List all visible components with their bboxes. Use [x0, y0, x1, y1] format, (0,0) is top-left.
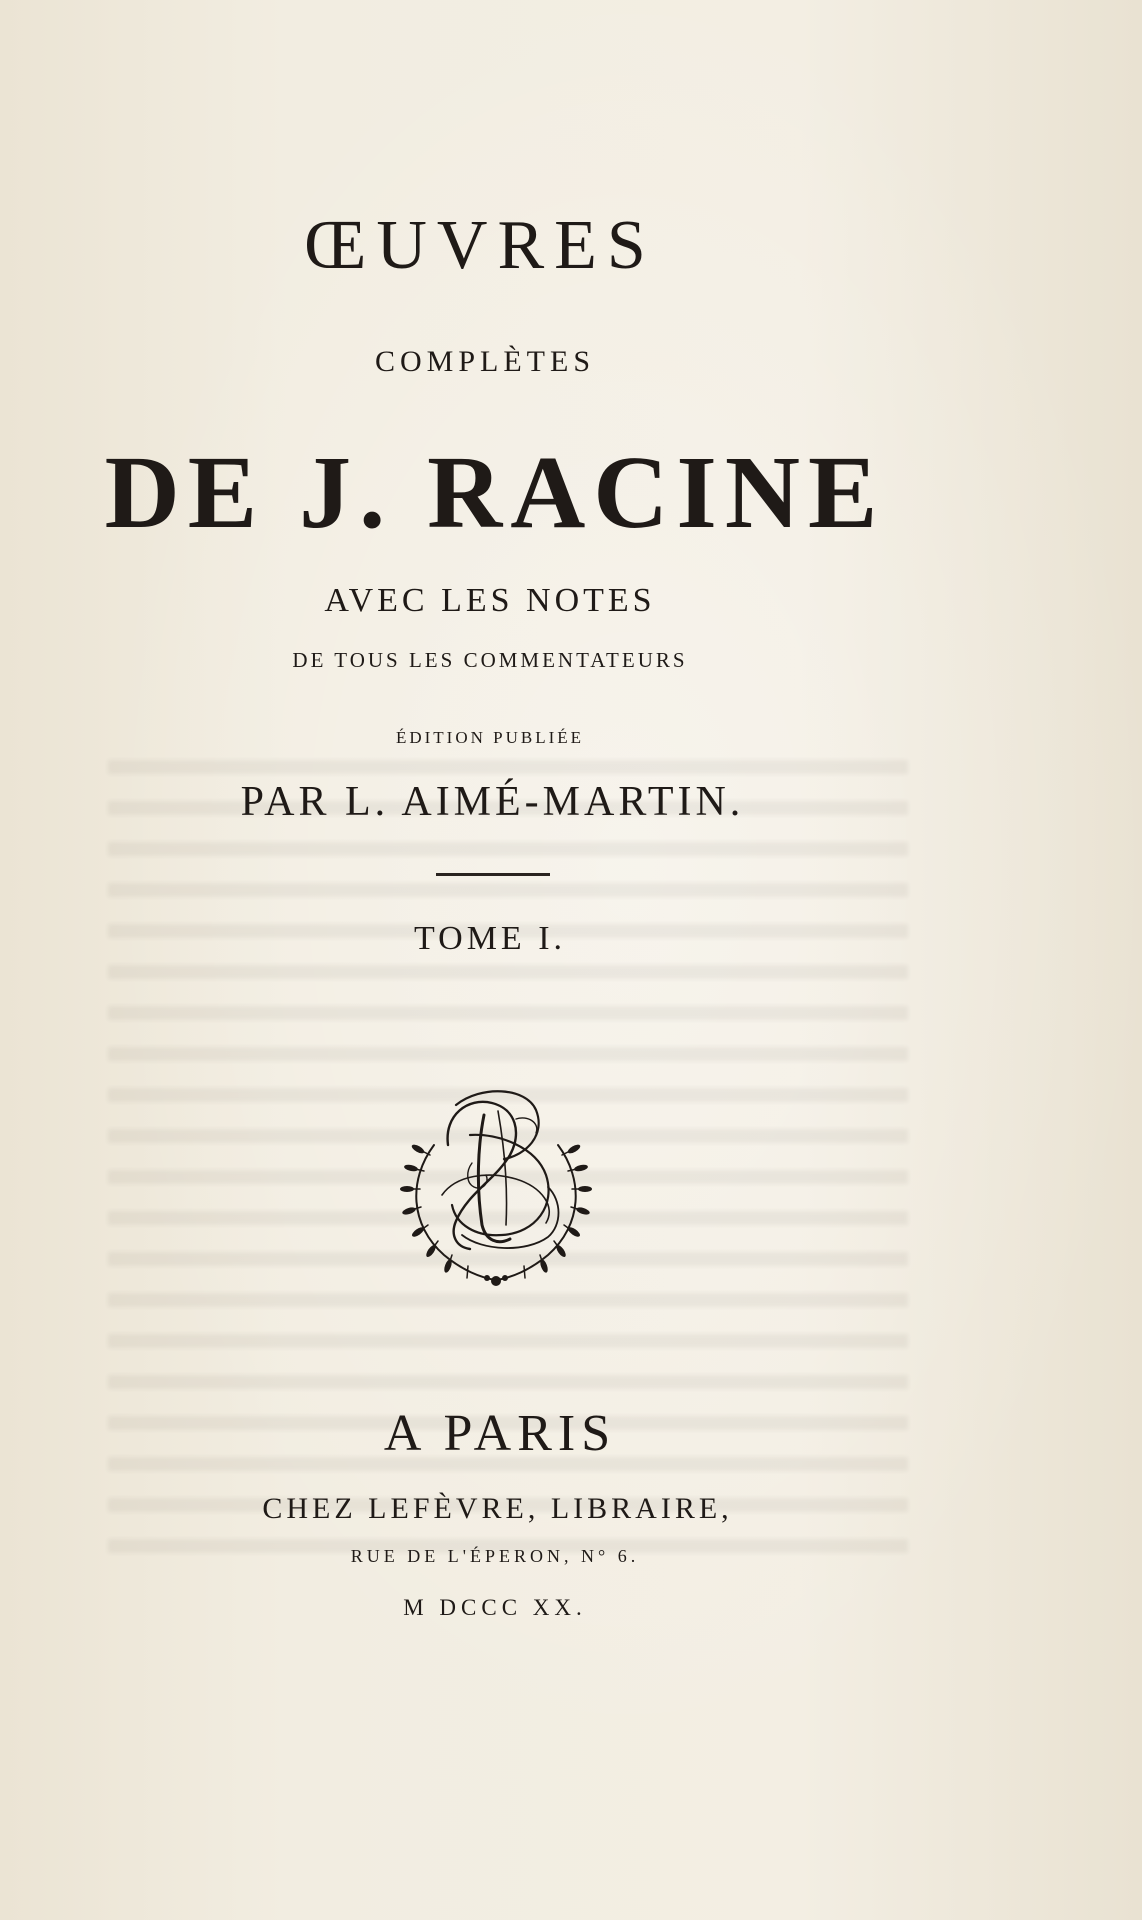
imprint-publisher: CHEZ LEFÈVRE, LIBRAIRE, — [262, 1492, 733, 1525]
author-title: DE J. RACINE — [104, 435, 886, 550]
edition-line: ÉDITION PUBLIÉE — [395, 728, 585, 747]
notes-line-1: AVEC LES NOTES — [324, 582, 656, 619]
imprint-address: RUE DE L'ÉPERON, N° 6. — [350, 1546, 640, 1566]
imprint-date: M DCCC XX. — [403, 1595, 587, 1620]
volume-label: TOME I. — [413, 920, 567, 957]
decorative-rule — [436, 873, 550, 876]
imprint-city: A PARIS — [383, 1405, 617, 1462]
editor-line: PAR L. AIMÉ-MARTIN. — [240, 779, 745, 825]
notes-line-2: DE TOUS LES COMMENTATEURS — [292, 648, 688, 672]
title-oeuvres: ŒUVRES — [304, 207, 656, 284]
monogram-emblem-icon — [386, 1075, 606, 1295]
title-completes: COMPLÈTES — [374, 345, 596, 378]
